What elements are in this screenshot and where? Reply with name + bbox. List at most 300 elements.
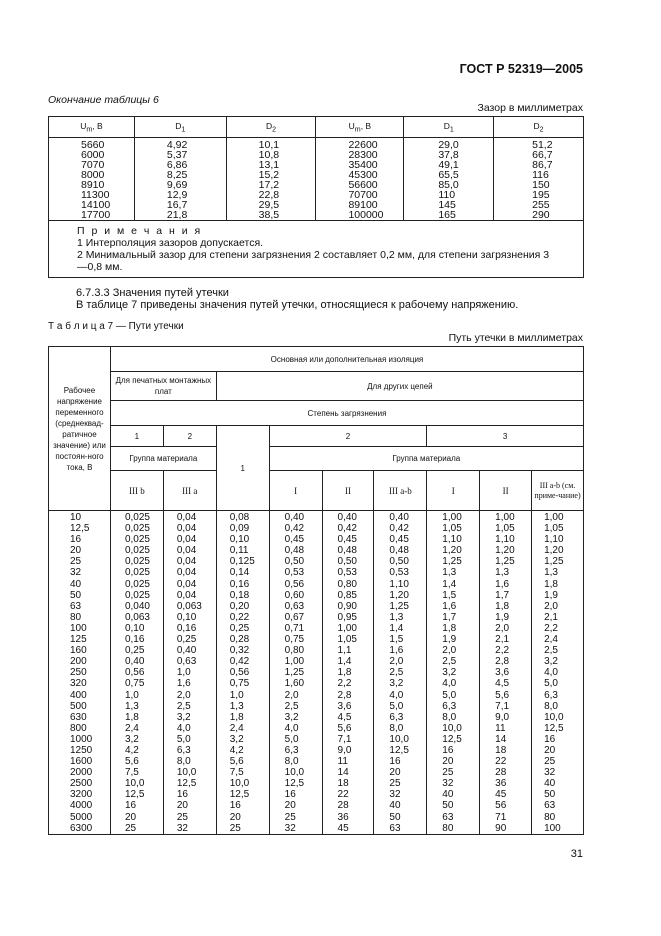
table6-header-row	[49, 117, 584, 138]
table-cell: 22600	[348, 139, 378, 151]
table-cell: 86,7	[532, 159, 553, 171]
table-cell: 40	[544, 778, 556, 790]
table-cell: 51,2	[532, 139, 553, 151]
table-cell: 6,3	[544, 689, 558, 701]
table-cell: 100000	[348, 209, 384, 221]
table-cell: 110	[438, 189, 456, 201]
table-cell: 32	[442, 778, 454, 790]
table-cell: 17700	[81, 209, 111, 221]
table-cell: 1,3	[389, 611, 404, 623]
table-cell: 22	[337, 789, 349, 801]
table-cell: 1,9	[495, 611, 510, 623]
table-cell: 45	[337, 822, 349, 834]
table-cell: 1,20	[442, 545, 462, 557]
table-cell: 25	[284, 811, 296, 823]
table6-units: Зазор в миллиметрах	[477, 102, 583, 114]
table-cell: 0,025	[124, 578, 150, 590]
table-cell: 0,42	[389, 523, 409, 535]
table-cell: 4,2	[229, 744, 244, 756]
table-cell: 32	[70, 567, 82, 579]
table-cell: 250	[70, 667, 87, 679]
note-1: 1 Интерполяция зазоров допускается.	[77, 237, 264, 249]
table-cell: 3,2	[544, 656, 558, 668]
note-2: 2 Минимальный зазор для степени загрязнения 2 составляет 0,2 мм, для степени загрязнения 3—0,8 мм.	[77, 249, 550, 273]
table-cell: 38,5	[258, 209, 280, 221]
table-cell: 0,025	[124, 545, 150, 557]
table-cell: 0,025	[124, 556, 150, 568]
table-cell: 50	[544, 789, 556, 801]
page-number: 31	[570, 848, 583, 860]
table-cell: 7070	[81, 159, 105, 171]
table-cell: 63	[70, 600, 82, 612]
table-cell: 12,5	[124, 789, 145, 801]
table-cell: 1,6	[389, 645, 404, 657]
table7-col	[427, 511, 480, 835]
table-cell: 12,5	[284, 778, 305, 790]
table-cell: 89100	[348, 199, 378, 211]
table6-col-um-2: $U_m$, В	[316, 117, 404, 138]
table-cell: 2,5	[544, 645, 558, 657]
table-cell: 0,16	[124, 634, 145, 646]
table-cell: 1,7	[442, 611, 457, 623]
table-cell: 2,0	[176, 689, 191, 701]
pollution-degree-header: Степень загрязнения	[110, 401, 583, 426]
table-cell: 32	[284, 822, 296, 834]
table-cell: 150	[532, 179, 550, 191]
table-cell: 35400	[348, 159, 378, 171]
table-cell: 0,48	[284, 545, 305, 557]
table-cell: 1,05	[442, 523, 462, 535]
table-cell: 63	[442, 811, 454, 823]
table-cell: 0,71	[284, 622, 305, 634]
table-cell: 1,8	[229, 711, 244, 723]
table-cell: 8,0	[389, 722, 404, 734]
table-cell: 36	[495, 778, 507, 790]
table6-col	[404, 138, 494, 221]
table-cell: 40	[389, 800, 401, 812]
table-cell: 800	[70, 722, 87, 734]
table-cell: 40	[70, 578, 82, 590]
table-cell: 0,14	[229, 567, 250, 579]
material-group-header: Группа материала	[110, 447, 216, 471]
table-cell: 20	[284, 800, 296, 812]
table-cell: 400	[70, 689, 87, 701]
table6-col	[494, 138, 584, 221]
table-cell: 500	[70, 700, 87, 712]
table-cell: 0,04	[176, 567, 197, 579]
table-cell: 0,56	[124, 667, 145, 679]
table-cell: 1,4	[442, 578, 457, 590]
table-cell: 10,0	[389, 733, 409, 745]
table-cell: 17,2	[258, 179, 280, 191]
table-cell: 3,6	[337, 700, 352, 712]
pollution-degree-1-other: 1	[216, 426, 269, 511]
table-cell: 1,6	[495, 578, 510, 590]
table-cell: 9,0	[495, 711, 510, 723]
table-cell: 25	[544, 756, 556, 768]
table-cell: 1,10	[442, 534, 462, 546]
table-cell: 0,10	[124, 622, 145, 634]
table-cell: 1,8	[124, 711, 139, 723]
table-cell: 0,63	[284, 600, 305, 612]
table-cell: 8910	[81, 179, 105, 191]
table-cell: 25	[176, 811, 188, 823]
table-cell: 1,4	[337, 656, 352, 668]
table-cell: 8,0	[284, 756, 299, 768]
table-cell: 1,05	[544, 523, 564, 535]
table-cell: 20	[442, 756, 454, 768]
table-cell: 16,7	[166, 199, 188, 211]
table-cell: 0,75	[284, 634, 305, 646]
table-cell: 0,125	[229, 556, 255, 568]
table-cell: 22	[495, 756, 507, 768]
table-cell: 32	[389, 789, 401, 801]
table-cell: 1250	[70, 744, 93, 756]
table-cell: 255	[532, 199, 550, 211]
table-cell: 320	[70, 678, 87, 690]
table-cell: 2,0	[544, 600, 558, 612]
table-cell: 0,25	[229, 622, 250, 634]
table-cell: 65,5	[438, 169, 459, 181]
table-cell: 5660	[81, 139, 105, 151]
table-cell: 63	[389, 822, 401, 834]
group-3ab-note: III a-b (см. приме-чание)	[532, 471, 584, 511]
table-cell: 4,0	[442, 678, 457, 690]
table-cell: 13,1	[258, 159, 280, 171]
table-cell: 90	[495, 822, 507, 834]
table-cell: 2,4	[124, 722, 139, 734]
table-cell: 16	[124, 800, 137, 812]
table-cell: 6,3	[284, 744, 299, 756]
table-cell: 0,40	[389, 512, 409, 523]
insulation-header: Основная или дополнительная изоляция	[110, 347, 583, 372]
table-cell: 0,50	[284, 556, 305, 568]
table-cell: 1,05	[337, 634, 357, 646]
table7-data	[49, 511, 584, 835]
table-cell: 0,42	[284, 523, 305, 535]
table-cell: 1,20	[389, 589, 409, 601]
table-cell: 4,0	[176, 722, 191, 734]
table-cell: 5000	[70, 811, 93, 823]
table-cell: 0,04	[176, 589, 197, 601]
table-cell: 0,04	[176, 534, 197, 546]
table-cell: 20	[70, 545, 82, 557]
table-cell: 2,8	[495, 656, 510, 668]
table-cell: 0,90	[337, 600, 357, 612]
table-cell: 0,20	[229, 600, 250, 612]
section-text: В таблице 7 приведены значения путей утечки, относящиеся к рабочему напряжению.	[76, 299, 519, 311]
table-cell: 5,0	[442, 689, 457, 701]
table-cell: 1,00	[442, 512, 462, 523]
table-cell: 5,37	[166, 149, 188, 161]
table-cell: 29,0	[438, 139, 459, 151]
table-cell: 0,40	[284, 512, 305, 523]
table-cell: 0,50	[337, 556, 357, 568]
table-cell: 1,0	[229, 689, 244, 701]
table-cell: 8,0	[176, 756, 191, 768]
table-cell: 1,5	[389, 634, 404, 646]
table-cell: 290	[532, 209, 550, 221]
table-cell: 0,040	[124, 600, 150, 612]
table6-data	[49, 138, 584, 221]
table-cell: 2000	[70, 767, 93, 779]
table-cell: 4,0	[284, 722, 299, 734]
table-cell: 7,5	[229, 767, 244, 779]
table-cell: 1600	[70, 756, 93, 768]
table-cell: 3,2	[229, 733, 244, 745]
table-cell: 1,10	[544, 534, 564, 546]
notes-title: П р и м е ч а н и я	[77, 225, 203, 237]
table6-col	[316, 138, 404, 221]
table-cell: 2,2	[544, 622, 558, 634]
table-cell: 2,5	[442, 656, 457, 668]
table-cell: 2,2	[337, 678, 352, 690]
table-cell: 0,32	[229, 645, 250, 657]
table-cell: 0,25	[124, 645, 145, 657]
table-cell: 0,18	[229, 589, 250, 601]
table6-col	[134, 138, 226, 221]
table-cell: 1,3	[495, 567, 510, 579]
table-cell: 200	[70, 656, 87, 668]
table-cell: 40	[442, 789, 454, 801]
table-cell: 0,45	[389, 534, 409, 546]
table-cell: 66,7	[532, 149, 553, 161]
table-cell: 16	[284, 789, 296, 801]
table-cell: 25	[442, 767, 454, 779]
table-cell: 1,8	[337, 667, 352, 679]
table-cell: 20	[124, 811, 137, 823]
table-cell: 195	[532, 189, 550, 201]
table7-col	[374, 511, 427, 835]
table-cell: 630	[70, 711, 87, 723]
table-cell: 2,0	[495, 622, 510, 634]
group-I: I	[269, 471, 322, 511]
table-cell: 0,80	[284, 645, 305, 657]
table6-col-d2: $D_2$	[226, 117, 316, 138]
table-cell: 0,56	[284, 578, 305, 590]
table-cell: 3,2	[284, 711, 299, 723]
table-cell: 4,2	[124, 744, 139, 756]
table-cell: 80	[442, 822, 454, 834]
table-cell: 7,1	[495, 700, 510, 712]
table-cell: 0,56	[229, 667, 250, 679]
table6-col	[49, 138, 135, 221]
table-cell: 4,92	[166, 139, 188, 151]
table-cell: 1,6	[442, 600, 457, 612]
table-cell: 0,53	[337, 567, 357, 579]
table-cell: 0,75	[124, 678, 145, 690]
table-cell: 37,8	[438, 149, 459, 161]
material-group-header-2: Группа материала	[269, 447, 583, 471]
table-cell: 12,5	[442, 733, 462, 745]
table-cell: 0,04	[176, 578, 197, 590]
table-cell: 11	[495, 722, 506, 734]
table-cell: 2,1	[544, 611, 558, 623]
table7-col	[480, 511, 532, 835]
table-cell: 0,48	[337, 545, 357, 557]
table-cell: 1,25	[442, 556, 462, 568]
table-cell: 10,0	[284, 767, 305, 779]
table-cell: 2,0	[284, 689, 299, 701]
table-cell: 3,2	[442, 667, 457, 679]
table-cell: 1,3	[124, 700, 139, 712]
table-cell: 63	[544, 800, 556, 812]
pcb-header: Для печатных монтажных плат	[110, 372, 216, 401]
table-cell: 1,4	[389, 622, 404, 634]
table-cell: 0,025	[124, 567, 150, 579]
table7-col	[216, 511, 269, 835]
table-cell: 145	[438, 199, 456, 211]
table-cell: 10,0	[442, 722, 462, 734]
table-cell: 0,48	[389, 545, 409, 557]
table6-col-um: $U_m$, В	[49, 117, 135, 138]
table-cell: 6,3	[389, 711, 404, 723]
table-cell: 1,25	[284, 667, 305, 679]
table-cell: 14	[337, 767, 349, 779]
table-cell: 160	[70, 645, 87, 657]
table-cell: 0,60	[284, 589, 305, 601]
table-cell: 1,9	[442, 634, 457, 646]
table-cell: 1,8	[544, 578, 558, 590]
table-cell: 5,6	[495, 689, 510, 701]
table-cell: 32	[544, 767, 556, 779]
table-cell: 0,22	[229, 611, 250, 623]
table-cell: 0,85	[337, 589, 357, 601]
table7-col	[163, 511, 216, 835]
table7	[48, 346, 584, 835]
table-cell: 25	[229, 822, 241, 834]
table-cell: 10	[70, 512, 82, 523]
table-cell: 0,08	[229, 512, 250, 523]
table-cell: 36	[337, 811, 349, 823]
table-cell: 12,5	[544, 722, 564, 734]
table6-col-d2-2: $D_2$	[494, 117, 584, 138]
table-cell: 2500	[70, 778, 93, 790]
table-cell: 0,09	[229, 523, 250, 535]
table-cell: 5,0	[544, 678, 558, 690]
table-cell: 3,2	[389, 678, 404, 690]
group-I-3: I	[427, 471, 480, 511]
pollution-degree-1: 1	[110, 426, 163, 447]
table-cell: 165	[438, 209, 456, 221]
table-cell: 1,0	[124, 689, 139, 701]
table-cell: 0,42	[229, 656, 250, 668]
table-cell: 6,3	[176, 744, 191, 756]
table-cell: 22,8	[258, 189, 280, 201]
table-cell: 0,45	[284, 534, 305, 546]
table-cell: 0,04	[176, 556, 197, 568]
table-cell: 80	[544, 811, 556, 823]
table-cell: 1000	[70, 733, 93, 745]
table-cell: 20	[176, 800, 188, 812]
table-cell: 6300	[70, 822, 93, 834]
table-cell: 2,8	[337, 689, 352, 701]
table7-col	[322, 511, 374, 835]
group-II: II	[322, 471, 374, 511]
table-cell: 2,1	[495, 634, 510, 646]
table-cell: 29,5	[258, 199, 280, 211]
table-cell: 0,63	[176, 656, 197, 668]
table-cell: 28	[495, 767, 507, 779]
table-cell: 3,6	[495, 667, 510, 679]
table-cell: 50	[70, 589, 82, 601]
table-cell: 0,42	[337, 523, 357, 535]
pollution-degree-2-other: 2	[269, 426, 427, 447]
table-cell: 8,0	[442, 711, 457, 723]
table-cell: 12,5	[70, 523, 90, 535]
table-cell: 32	[176, 822, 188, 834]
table-cell: 7,1	[337, 733, 352, 745]
table-cell: 125	[70, 634, 87, 646]
table-cell: 18	[495, 744, 507, 756]
table-cell: 56600	[348, 179, 378, 191]
table-cell: 116	[532, 169, 549, 181]
table-cell: 1,10	[389, 578, 409, 590]
table-cell: 8000	[81, 169, 105, 181]
table-cell: 4000	[70, 800, 93, 812]
table-cell: 0,95	[337, 611, 357, 623]
table-cell: 2,4	[544, 634, 558, 646]
table-cell: 16	[176, 789, 188, 801]
table-cell: 25	[389, 778, 401, 790]
table-cell: 1,0	[176, 667, 191, 679]
table-cell: 0,04	[176, 523, 197, 535]
table-cell: 0,10	[229, 534, 250, 546]
table-cell: 14100	[81, 199, 111, 211]
table7-col	[49, 511, 111, 835]
table-cell: 1,10	[495, 534, 515, 546]
group-3ab: III a-b	[374, 471, 427, 511]
table-cell: 10,0	[544, 711, 564, 723]
table-cell: 0,80	[337, 578, 357, 590]
table-cell: 1,3	[544, 567, 558, 579]
table-cell: 12,9	[166, 189, 188, 201]
table-cell: 20	[544, 744, 556, 756]
table-cell: 100	[70, 622, 87, 634]
table-cell: 16	[442, 744, 454, 756]
table-cell: 0,16	[176, 622, 197, 634]
table-cell: 0,04	[176, 545, 197, 557]
table-cell: 2,2	[495, 645, 510, 657]
table-cell: 5,0	[389, 700, 404, 712]
table-cell: 0,025	[124, 589, 150, 601]
table-cell: 6000	[81, 149, 105, 161]
table-cell: 10,1	[258, 139, 280, 151]
table-cell: 1,8	[495, 600, 510, 612]
table-cell: 3,2	[124, 733, 139, 745]
table-cell: 10,0	[176, 767, 197, 779]
table-cell: 5,6	[124, 756, 139, 768]
pollution-degree-3: 3	[427, 426, 584, 447]
table-cell: 2,0	[389, 656, 404, 668]
table-cell: 45	[495, 789, 507, 801]
table-cell: 0,11	[229, 545, 249, 557]
table-cell: 1,5	[442, 589, 457, 601]
table-cell: 1,3	[442, 567, 457, 579]
table-cell: 2,5	[389, 667, 404, 679]
table6-notes	[49, 221, 584, 278]
table-cell: 8,0	[544, 700, 558, 712]
table-cell: 15,2	[258, 169, 280, 181]
table-cell: 11	[337, 756, 348, 768]
table-cell: 0,10	[176, 611, 197, 623]
table-cell: 50	[442, 800, 454, 812]
table6	[48, 116, 584, 278]
table-cell: 0,50	[389, 556, 409, 568]
table-cell: 5,6	[337, 722, 352, 734]
table-cell: 4,5	[495, 678, 510, 690]
table-cell: 1,6	[176, 678, 191, 690]
